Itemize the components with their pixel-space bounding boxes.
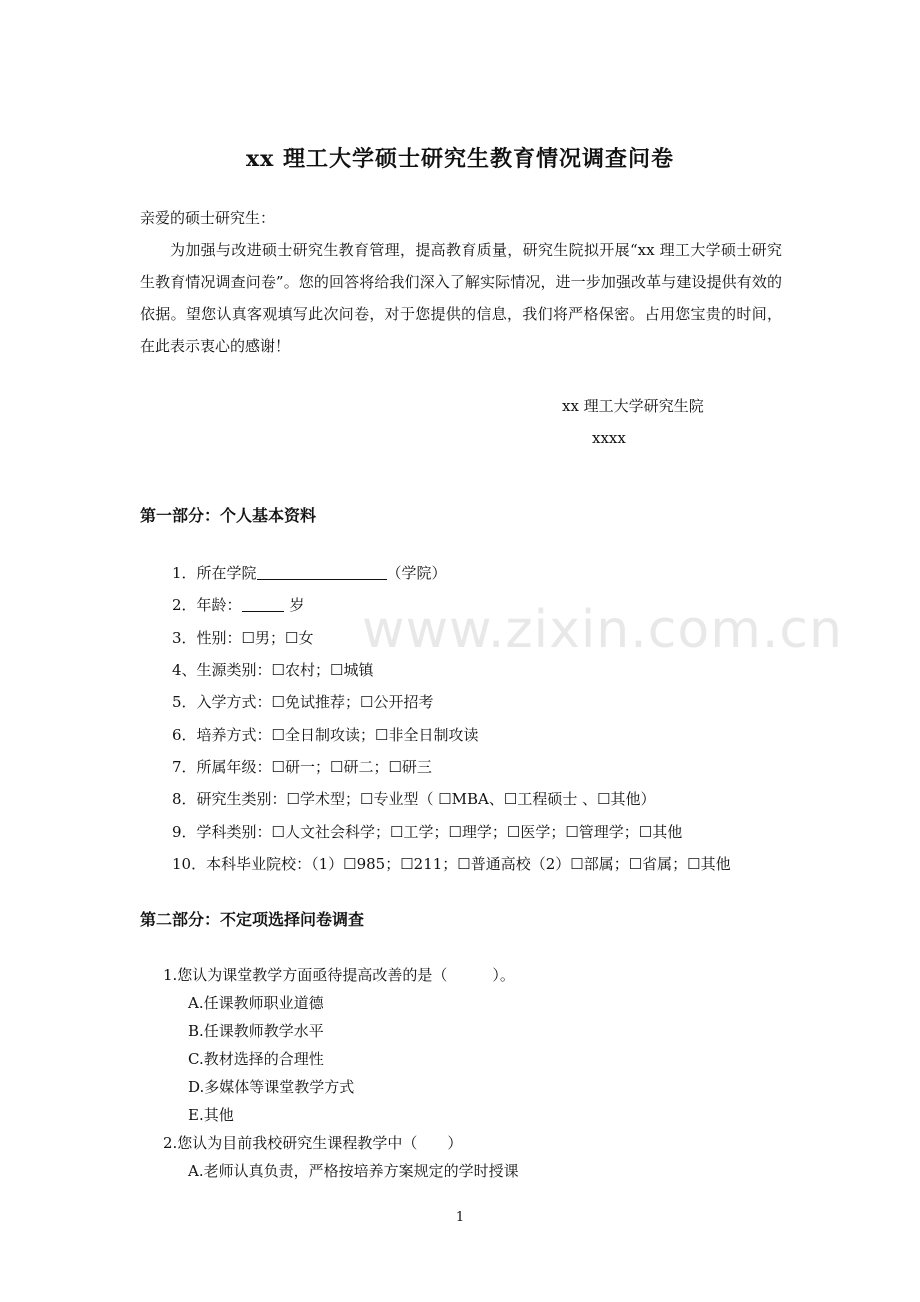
signature-date: xxxx	[592, 429, 626, 447]
page-number: 1	[455, 1210, 465, 1225]
part1-question-origin[interactable]: 4、生源类别：☐农村；☐城镇	[172, 661, 374, 679]
part2-q2-option-a[interactable]: A.老师认真负责，严格按培养方案规定的学时授课	[188, 1162, 519, 1180]
part1-question-grade[interactable]: 7．所属年级：☐研一；☐研二；☐研三	[172, 758, 432, 776]
greeting: 亲爱的硕士研究生：	[140, 209, 276, 227]
part2-q1-option-a[interactable]: A.任课教师职业道德	[188, 994, 324, 1012]
part1-question-admission[interactable]: 5．入学方式：☐免试推荐；☐公开招考	[172, 693, 434, 711]
signature-org: xx 理工大学研究生院	[562, 397, 704, 415]
part2-q1-option-d[interactable]: D.多媒体等课堂教学方式	[188, 1078, 355, 1096]
part1-question-discipline[interactable]: 9．学科类别：☐人文社会科学；☐工学；☐理学；☐医学；☐管理学；☐其他	[172, 823, 683, 841]
age-blank[interactable]	[242, 597, 284, 612]
part1-question-undergrad[interactable]: 10．本科毕业院校：（1）☐985；☐211；☐普通高校（2）☐部属；☐省属；☐其他	[172, 855, 731, 873]
part1-question-category[interactable]: 8．研究生类别：☐学术型；☐专业型（ ☐MBA、☐工程硕士 、☐其他）	[172, 790, 656, 808]
part2-question-1: 1.您认为课堂教学方面亟待提高改善的是（ ）。	[163, 966, 515, 984]
part1-heading: 第一部分：个人基本资料	[140, 506, 317, 525]
question-label: 1．所在学院	[172, 564, 257, 582]
question-suffix: （学院）	[386, 564, 447, 582]
part1-question-study-mode[interactable]: 6．培养方式：☐全日制攻读；☐非全日制攻读	[172, 726, 479, 744]
part2-heading: 第二部分：不定项选择问卷调查	[140, 910, 365, 929]
part1-question-age	[172, 595, 305, 615]
part1-question-college	[172, 563, 447, 583]
part2-q1-option-b[interactable]: B.任课教师教学水平	[188, 1022, 324, 1040]
intro-paragraph: 为加强与改进硕士研究生教育管理，提高教育质量，研究生院拟开展“xx 理工大学硕士研究生教育情况调查问卷”。您的回答将给我们深入了解实际情况，进一步加强改革与建设提供有效的依据。望您认真客观填写此次问卷，对于您提供的信息，我们将严格保密。占用您宝贵的时间，在此表示衷心的感谢！	[140, 241, 782, 355]
question-suffix: 岁	[289, 596, 305, 614]
part1-question-gender[interactable]: 3．性别：☐男；☐女	[172, 629, 314, 647]
college-blank[interactable]	[257, 565, 387, 580]
part2-q1-option-e[interactable]: E.其他	[188, 1106, 234, 1124]
watermark: www.zixin.com.cn	[362, 600, 843, 660]
page-title: xx 理工大学硕士研究生教育情况调查问卷	[246, 146, 674, 172]
question-label: 2．年龄：	[172, 596, 242, 614]
part2-question-2: 2.您认为目前我校研究生课程教学中（ ）	[163, 1134, 463, 1152]
part2-q1-option-c[interactable]: C.教材选择的合理性	[188, 1050, 324, 1068]
